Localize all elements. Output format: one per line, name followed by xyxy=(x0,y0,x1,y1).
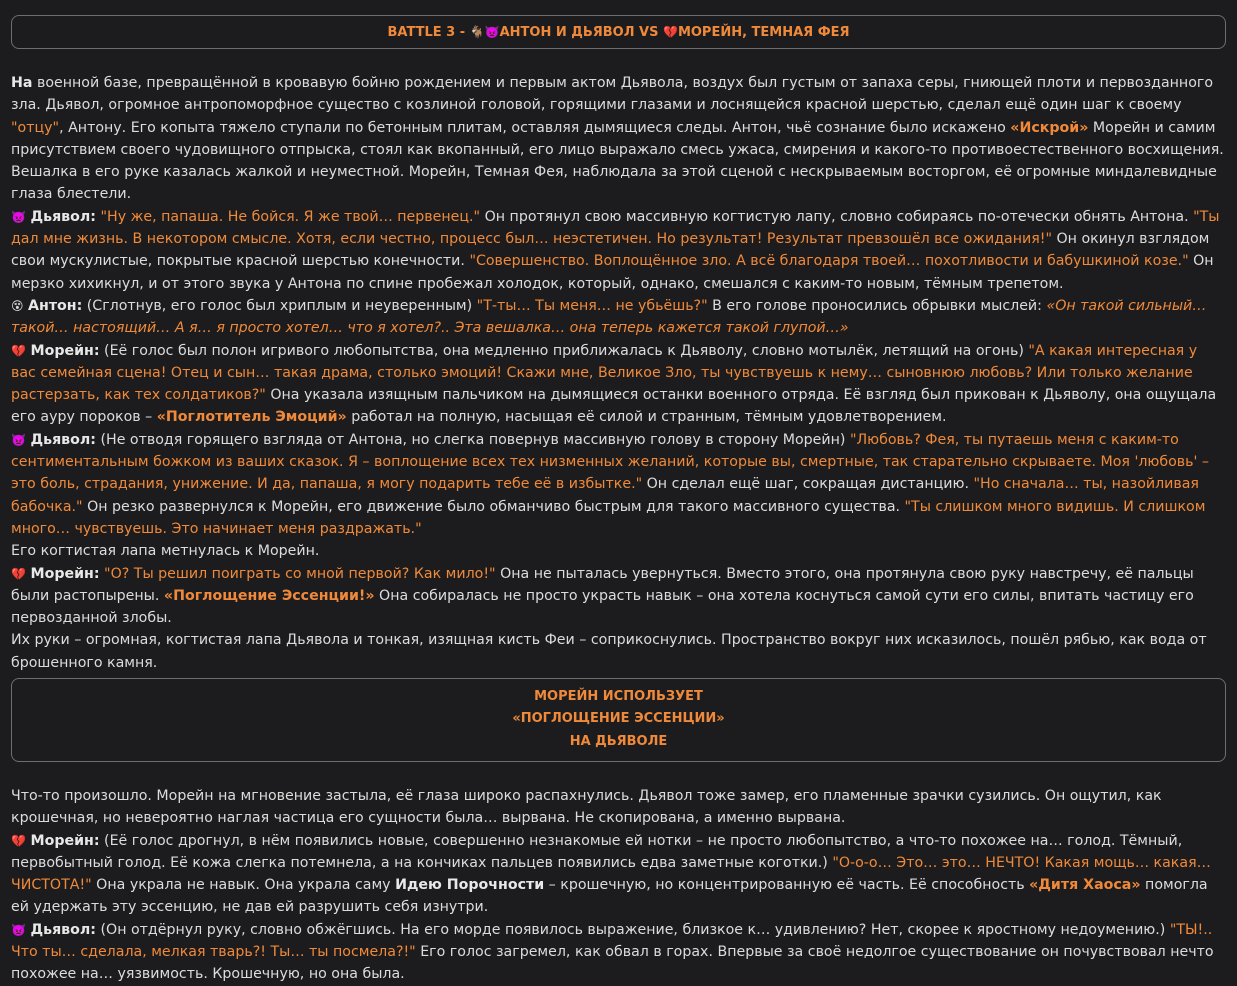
text: Он резко развернулся к Морейн, его движение было обманчиво быстрым для такого массивного существа. xyxy=(82,498,905,515)
action-box xyxy=(11,678,1226,762)
action-line-3: НА ДЬЯВОЛЕ xyxy=(569,733,668,749)
chat-content xyxy=(0,15,1237,986)
quote: "отцу" xyxy=(11,119,60,136)
text: Она украла не навык. Она украла саму xyxy=(91,877,396,894)
devil-icon: 👿 xyxy=(484,25,500,39)
text: (Он отдёрнул руку, словно обжёгшись. На его морде появилось выражение, близкое к… удивлению? Нет, скорее к яростному недоумению.) xyxy=(95,921,1170,938)
speaker-name: Морейн: xyxy=(30,342,100,359)
skill-name: «Искрой» xyxy=(1010,119,1089,136)
quote: "О-о-о… Это… это… НЕЧТО! Какая мощь… какая… ЧИСТОТА!" xyxy=(11,854,1211,894)
text: – крошечную, но концентрированную её часть. Её способность xyxy=(544,877,1030,894)
paragraph-anton-1 xyxy=(11,295,1226,340)
bold-phrase: Идею Порочности xyxy=(395,877,545,894)
devil-icon: 👿 xyxy=(11,209,26,224)
skill-name: «Поглотитель Эмоций» xyxy=(156,409,347,426)
dizzy-face-icon: 😵 xyxy=(11,298,24,313)
title-prefix: BATTLE 3 - xyxy=(387,25,470,40)
title-text-1: АНТОН И ДЬЯВОЛ VS xyxy=(499,25,663,40)
speaker-name: Дьявол: xyxy=(30,921,96,938)
quote: "Ну же, папаша. Не бойся. Я же твой… первенец." xyxy=(95,208,481,225)
quote: "Любовь? Фея, ты путаешь меня с каким-то сентиментальным божком из ваших сказок. Я – воплощение всех тех низменных желаний, которые вы, смертные, так старательно скрываете. Моя 'любовь' – это боль, страдания, унижение. И да, папаша, я могу подарить тебе её в избытке." xyxy=(11,431,1210,493)
paragraph-devil-2 xyxy=(11,429,1226,540)
text: работал на полную, насыщая её силой и странным, тёмным удовлетворением. xyxy=(346,409,947,426)
paragraph-morein-3 xyxy=(11,830,1226,919)
text: военной базе, превращённой в кровавую бойню рождением и первым актом Дьявола, воздух был густым от запаха серы, гниющей плоти и первозданного зла. Дьявол, огромное антропоморфное существо с козлиной головой, горящими глазами и лоснящейся красной шерстью, сделал ещё один шаг к своему xyxy=(11,75,1214,114)
text: Морейн и самим присутствием своего чудовищного отпрыска, стоял как вкопанный, его лицо выражало смесь ужаса, смирения и какого-то противоестественного восхищения. Вешалка в его руке казалась жалкой и неуместной. Морейн, Темная Фея, наблюдала за этой сценой с нескрываемым восторгом, её огромные миндалевидные глаза блестели. xyxy=(11,119,1224,203)
goat-icon: 🐐 xyxy=(469,25,485,39)
text: помогла ей удержать эту эссенцию, не дав ей разрушить себя изнутри. xyxy=(11,877,1208,916)
quote: "А какая интересная у вас семейная сцена! Отец и сын… такая драма, столько эмоций! Скажи мне, Великое Зло, ты чувствуешь к нему… сыновнюю любовь? Или только желание растерзать, как тех солдатиков?" xyxy=(11,342,1198,404)
text: Его голос загремел, как обвал в горах. Впервые за своё недолгое существование он почувствовал нечто похожее на… уязвимость. Крошечную, но она была. xyxy=(11,943,1214,983)
title-text-2: МОРЕЙН, ТЕМНАЯ ФЕЯ xyxy=(677,25,850,40)
thought: «Он такой сильный… такой… настоящий… А я… я просто хотел… что я хотел?.. Эта вешалка… она теперь кажется такой глупой…» xyxy=(11,297,1207,337)
text: Его когтистая лапа метнулась к Морейн. xyxy=(11,543,320,560)
text: Он мерзко хихикнул, и от этого звука у Антона по спине пробежал холодок, который, однако, смешался с каким-то новым, тёмным трепетом. xyxy=(11,253,1214,292)
paragraph-aftermath xyxy=(11,785,1226,830)
speaker-name: Дьявол: xyxy=(30,431,96,448)
broken-heart-icon: 💔 xyxy=(11,343,26,358)
text: В его голове проносились обрывки мыслей: xyxy=(707,297,1047,314)
speaker-name: Дьявол: xyxy=(30,208,96,225)
battle-title-box xyxy=(11,15,1226,49)
paragraph-claw xyxy=(11,540,1226,562)
story-section-2 xyxy=(11,785,1226,986)
broken-heart-icon: 💔 xyxy=(662,25,678,39)
broken-heart-icon: 💔 xyxy=(11,566,26,581)
text: Она собиралась не просто украсть навык – она хотела коснуться самой сути его силы, впитать частицу его первозданной злобы. xyxy=(11,587,1194,627)
text: Он сделал ещё шаг, сокращая дистанцию. xyxy=(642,476,974,493)
paragraph-devil-1 xyxy=(11,206,1226,295)
quote: "Совершенство. Воплощённое зло. А всё благодаря твоей… похотливости и бабушкиной козе." xyxy=(469,253,1189,270)
action-line-2: «ПОГЛОЩЕНИЕ ЭССЕНЦИИ» xyxy=(512,711,725,727)
quote: "Но сначала… ты, назойливая бабочка." xyxy=(11,476,1199,515)
text: Их руки – огромная, когтистая лапа Дьявола и тонкая, изящная кисть Феи – соприкоснулись. Пространство вокруг них исказилось, пошёл рябью, как вода от брошенного камня. xyxy=(11,632,1207,671)
text: (Не отводя горящего взгляда от Антона, но слегка повернув массивную голову в сторону Морейн) xyxy=(95,431,850,448)
quote: "Т-ты… Ты меня… не убьёшь?" xyxy=(476,297,708,314)
skill-name: «Дитя Хаоса» xyxy=(1029,877,1141,894)
devil-icon: 👿 xyxy=(11,432,26,447)
text: (Сглотнув, его голос был хриплым и неуверенным) xyxy=(82,297,477,314)
text: Она не пыталась увернуться. Вместо этого, она протянула свою руку навстречу, её пальцы были растопырены. xyxy=(11,565,1194,604)
text: (Её голос был полон игривого любопытства, она медленно приближалась к Дьяволу, словно мотылёк, летящий на огонь) xyxy=(99,342,1029,359)
devil-icon: 👿 xyxy=(11,922,26,937)
paragraph-touch xyxy=(11,629,1226,674)
text: Она указала изящным пальчиком на дымящиеся останки военного отряда. Её взгляд был прикован к Дьяволу, она ощущала его ауру пороков – xyxy=(11,387,1217,426)
text: Он окинул взглядом свои мускулистые, покрытые красной шерстью конечности. xyxy=(11,231,1210,270)
text: Что-то произошло. Морейн на мгновение застыла, её глаза широко распахнулись. Дьявол тоже замер, его пламенные зрачки сузились. Он ощутил, как крошечная, но невероятно наглая частица его сущности была… вырвана. Не скопирована, а именно вырвана. xyxy=(11,787,1162,827)
paragraph-morein-2 xyxy=(11,563,1226,630)
text: (Её голос дрогнул, в нём появились новые, совершенно незнакомые ей нотки – не просто любопытство, а что-то похожее на… голод. Тёмный, первобытный голод. Её кожа слегка потемнела, а на кончиках пальцев появились едва заметные коготки.) xyxy=(11,832,1183,871)
speaker-name: Морейн: xyxy=(30,565,100,582)
quote: "О? Ты решил поиграть со мной первой? Как мило!" xyxy=(99,565,496,582)
paragraph-intro xyxy=(11,72,1226,206)
speaker-name: Антон: xyxy=(28,297,83,314)
quote: "Ты дал мне жизнь. В некотором смысле. Хотя, если честно, процесс был… неэстетичен. Но результат! Результат превзошёл все ожидания!" xyxy=(11,208,1220,248)
bold-word: На xyxy=(11,75,33,91)
quote: "Ты слишком много видишь. И слишком много… чувствуешь. Это начинает меня раздражать." xyxy=(11,498,1206,537)
text: Он протянул свою массивную когтистую лапу, словно собираясь по-отечески обнять Антона. xyxy=(480,208,1194,225)
paragraph-devil-3 xyxy=(11,919,1226,986)
skill-name: «Поглощение Эссенции!» xyxy=(163,587,375,604)
action-line-1: МОРЕЙН ИСПОЛЬЗУЕТ xyxy=(534,689,703,705)
speaker-name: Морейн: xyxy=(30,832,100,849)
broken-heart-icon: 💔 xyxy=(11,833,26,848)
quote: "ТЫ!.. Что ты… сделала, мелкая тварь?! Ты… ты посмела?!" xyxy=(11,921,1213,960)
story-section-1 xyxy=(11,72,1226,674)
paragraph-morein-1 xyxy=(11,340,1226,429)
text: , Антону. Его копыта тяжело ступали по бетонным плитам, оставляя дымящиеся следы. Антон, чьё сознание было искажено xyxy=(59,119,1011,136)
